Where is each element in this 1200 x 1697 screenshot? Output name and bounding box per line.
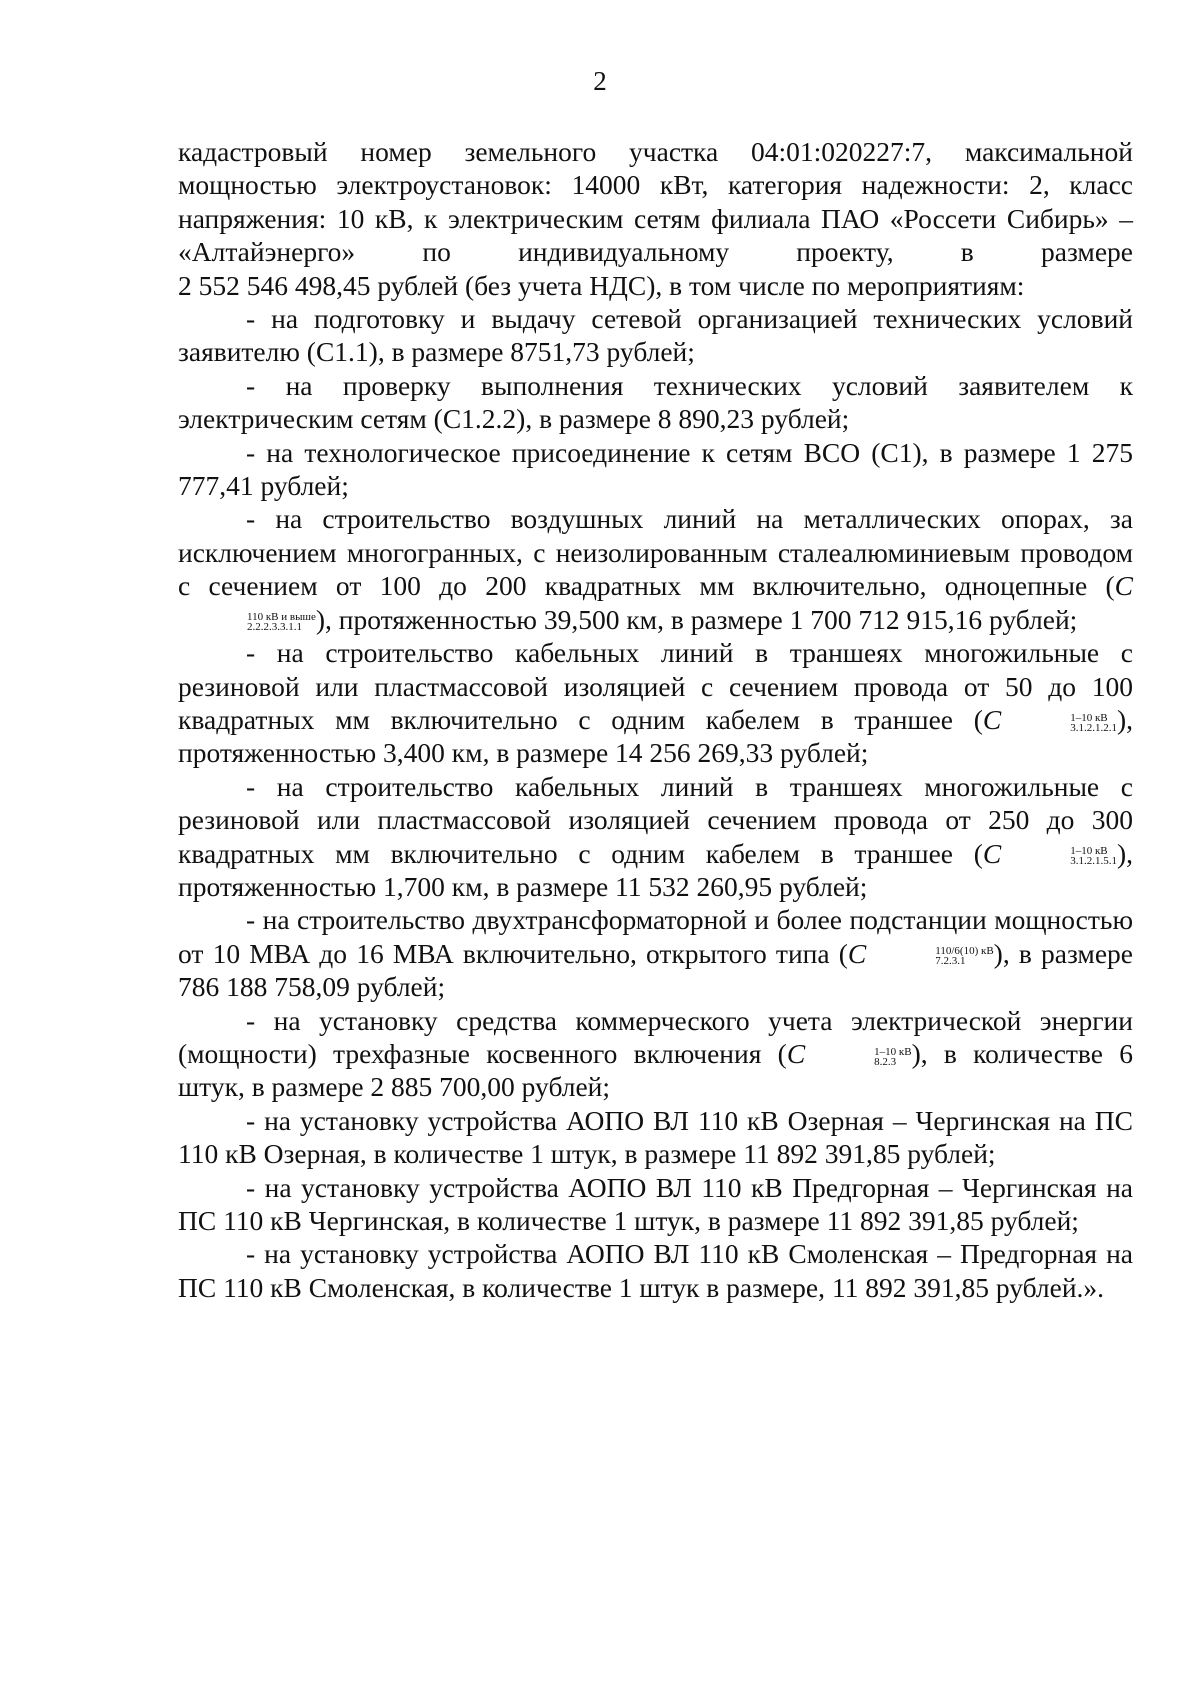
item-text: - на строительство двухтрансформаторной и более подстанции мощностью от 10 МВА до 16 МВА включительно, открытого типа ( bbox=[178, 904, 1133, 969]
list-item: - на установку устройства АОПО ВЛ 110 кВ Озерная – Чергинская на ПС 110 кВ Озерная, в количестве 1 штук, в размере 11 892 391,85 рублей; bbox=[178, 1104, 1133, 1170]
list-item bbox=[178, 770, 1133, 904]
item-text: ), протяженностью 1,700 км, в размере 11 532 260,95 рублей; bbox=[178, 837, 1133, 902]
list-item bbox=[178, 903, 1133, 1003]
intro-line: напряжения: 10 кВ, к электрическим сетям филиала ПАО «Россети Сибирь» – bbox=[178, 202, 1133, 234]
list-item: - на установку устройства АОПО ВЛ 110 кВ Предгорная – Чергинская на ПС 110 кВ Чергинская, в количестве 1 штук, в размере 11 892 391,85 рублей; bbox=[178, 1171, 1133, 1236]
formula-superscript: 1–10 кВ bbox=[1070, 845, 1108, 858]
item-text: ), протяженностью 3,400 км, в размере 14 256 269,33 рублей; bbox=[178, 703, 1133, 769]
formula-index bbox=[1002, 846, 1117, 866]
formula-superscript: 1–10 кВ bbox=[1070, 711, 1108, 724]
formula-superscript: 110/6(10) кВ bbox=[935, 945, 994, 958]
intro-line: «Алтайэнерго» по индивидуальному проекту, в размере bbox=[178, 236, 1133, 268]
list-item bbox=[178, 636, 1133, 770]
formula-subscript: 8.2.3 bbox=[874, 1055, 897, 1068]
intro-line: мощностью электроустановок: 14000 кВт, категория надежности: 2, класс bbox=[178, 169, 1133, 201]
formula-subscript: 3.1.2.1.2.1 bbox=[1070, 721, 1117, 734]
document-body bbox=[178, 135, 1133, 1304]
item-text: ), в размере 786 188 758,09 рублей; bbox=[178, 937, 1133, 1003]
item-text: - на строительство кабельных линий в траншеях многожильные с резиновой или пластмассовой изоляцией с сечением провода от 50 до 100 квадратных мм включительно с одним кабелем в траншее ( bbox=[178, 637, 1133, 735]
list-item bbox=[178, 1004, 1133, 1104]
item-text: ), протяженностью 39,500 км, в размере 1 700 712 915,16 рублей; bbox=[315, 603, 1078, 635]
item-text: - на установку средства коммерческого учета электрической энергии (мощности) трехфазные косвенного включения ( bbox=[178, 1004, 1133, 1069]
formula-subscript: 2.2.2.3.3.1.1 bbox=[247, 621, 302, 634]
formula-symbol: C bbox=[1114, 570, 1133, 602]
page-number: 2 bbox=[593, 66, 607, 96]
formula-index bbox=[179, 612, 316, 632]
list-item: - на проверку выполнения технических условий заявителем к электрическим сетям (С1.2.2), в размере 8 890,23 рублей; bbox=[178, 369, 1133, 435]
list-item: - на подготовку и выдачу сетевой организацией технических условий заявителю (С1.1), в размере 8751,73 рублей; bbox=[178, 303, 1133, 368]
formula-symbol: C bbox=[847, 937, 867, 969]
list-item: - на технологическое присоединение к сетям ВСО (С1), в размере 1 275 777,41 рублей; bbox=[178, 436, 1133, 502]
formula-index bbox=[806, 1047, 911, 1067]
formula-index bbox=[1002, 713, 1117, 733]
formula-symbol: C bbox=[982, 703, 1002, 735]
list-item: - на установку устройства АОПО ВЛ 110 кВ Смоленская – Предгорная на ПС 110 кВ Смоленская, в количестве 1 штук в размере, 11 892 391,85 рублей.». bbox=[178, 1238, 1133, 1303]
formula-superscript: 110 кВ и выше bbox=[247, 611, 316, 624]
item-text: ), в количестве 6 штук, в размере 2 885 700,00 рублей; bbox=[178, 1037, 1133, 1103]
intro-line: 2 552 546 498,45 рублей (без учета НДС), в том числе по мероприятиям: bbox=[178, 269, 1025, 301]
list-item bbox=[178, 502, 1133, 636]
intro-line: кадастровый номер земельного участка 04:01:020227:7, максимальной bbox=[178, 136, 1133, 167]
item-text: - на строительство кабельных линий в траншеях многожильные с резиновой или пластмассовой изоляцией сечением провода от 250 до 300 квадратных мм включительно с одним кабелем в траншее ( bbox=[178, 770, 1133, 869]
formula-subscript: 7.2.3.1 bbox=[935, 955, 966, 968]
intro-paragraph bbox=[178, 135, 1133, 302]
formula-symbol: C bbox=[982, 837, 1002, 869]
formula-symbol: C bbox=[786, 1037, 806, 1069]
item-text: - на строительство воздушных линий на металлических опорах, за исключением многогранных, с неизолированным сталеалюминиевым проводом с сечением от 100 до 200 квадратных мм включительно, одноцепные ( bbox=[178, 503, 1133, 602]
formula-index bbox=[867, 946, 993, 966]
formula-superscript: 1–10 кВ bbox=[874, 1045, 912, 1058]
formula-subscript: 3.1.2.1.5.1 bbox=[1070, 855, 1117, 868]
